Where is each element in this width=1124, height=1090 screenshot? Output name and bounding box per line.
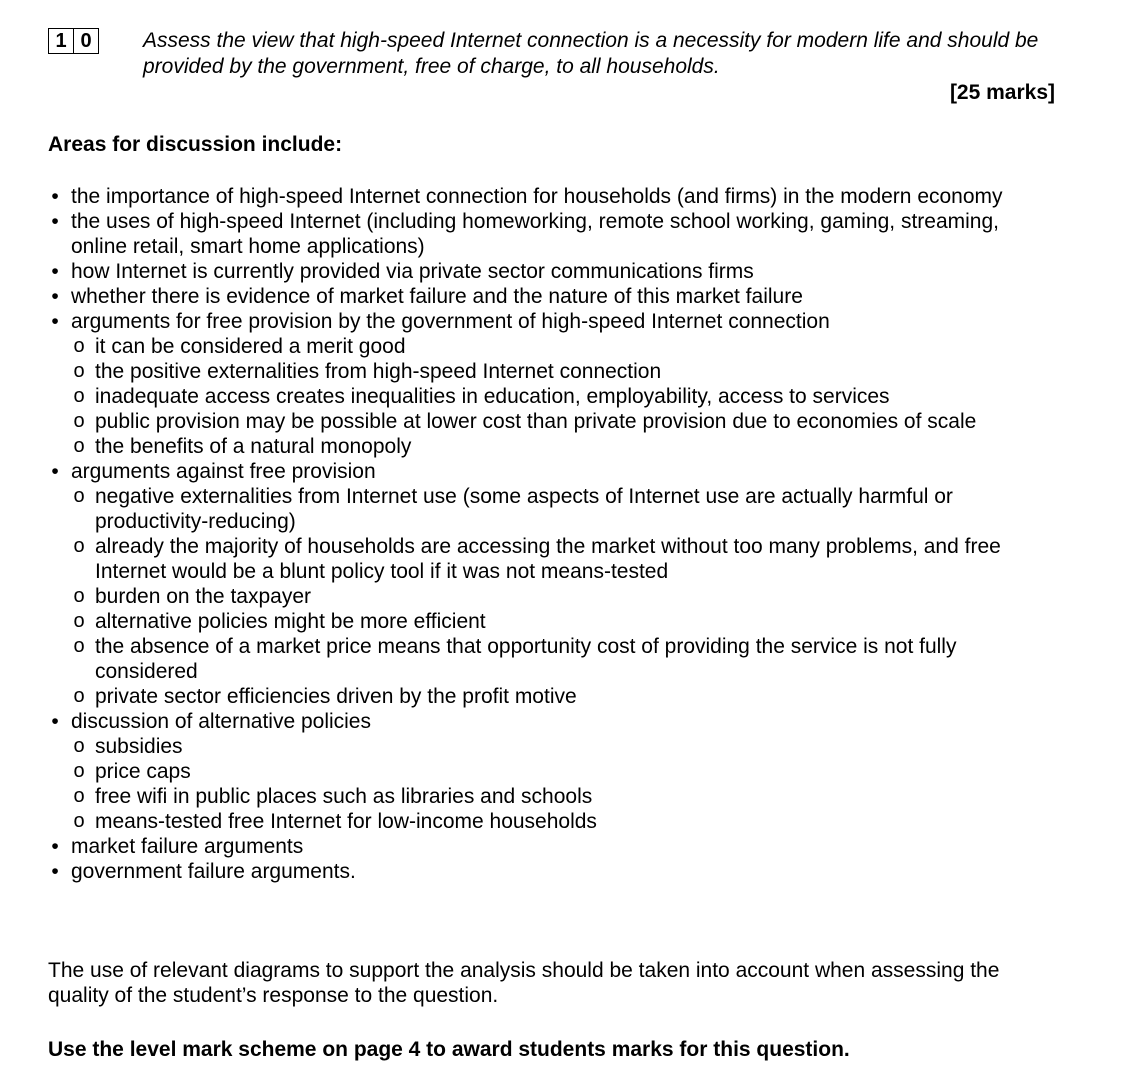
list-item-text: government failure arguments. xyxy=(71,860,356,883)
list-item-text: private sector efficiencies driven by the profit motive xyxy=(95,685,577,708)
list-item-text: negative externalities from Internet use (some aspects of Internet use are actually harmful or productivity-reducing) xyxy=(95,485,953,533)
diagram-note: The use of relevant diagrams to support the analysis should be taken into account when assessing the quality of the student’s response to the question. xyxy=(48,959,1000,1007)
list-item-text: inadequate access creates inequalities in education, employability, access to services xyxy=(95,385,890,408)
sub-list-item xyxy=(72,409,1058,434)
list-item-text: the importance of high-speed Internet connection for households (and firms) in the modern economy xyxy=(71,185,1003,208)
bullet-icon: • xyxy=(51,860,59,883)
list-item-text: market failure arguments xyxy=(71,835,304,858)
list-item-text: already the majority of households are accessing the market without too many problems, and free Internet would be a blunt policy tool if it was not means-tested xyxy=(95,535,1001,583)
circle-bullet-icon: o xyxy=(73,435,85,457)
list-item-text: it can be considered a merit good xyxy=(95,335,406,358)
circle-bullet-icon: o xyxy=(73,760,85,782)
list-item xyxy=(48,284,1058,309)
list-item-text: the uses of high-speed Internet (including homeworking, remote school working, gaming, streaming, online retail, smart home applications) xyxy=(71,210,999,258)
bullet-icon: • xyxy=(51,710,59,733)
circle-bullet-icon: o xyxy=(73,335,85,357)
list-item-text: subsidies xyxy=(95,735,183,758)
sub-list-item xyxy=(72,534,1058,584)
sub-list-item xyxy=(72,784,1058,809)
sub-list-item xyxy=(72,609,1058,634)
question-text: Assess the view that high-speed Internet connection is a necessity for modern life and should be provided by the government, free of charge, to all households. xyxy=(143,29,1039,78)
list-item-text: arguments for free provision by the government of high-speed Internet connection xyxy=(71,310,830,333)
sub-list-item xyxy=(72,384,1058,409)
list-item-text: free wifi in public places such as libraries and schools xyxy=(95,785,593,808)
circle-bullet-icon: o xyxy=(73,810,85,832)
list-item-text: public provision may be possible at lower cost than private provision due to economies of scale xyxy=(95,410,977,433)
circle-bullet-icon: o xyxy=(73,585,85,607)
list-item xyxy=(48,259,1058,284)
bullet-icon: • xyxy=(51,260,59,283)
sub-list-item xyxy=(72,634,1058,684)
bullet-icon: • xyxy=(51,285,59,308)
list-item-text: arguments against free provision xyxy=(71,460,376,483)
list-item xyxy=(48,859,1058,884)
bullet-icon: • xyxy=(51,460,59,483)
circle-bullet-icon: o xyxy=(73,735,85,757)
list-item xyxy=(48,309,1058,334)
list-item-text: discussion of alternative policies xyxy=(71,710,371,733)
list-item-text: the benefits of a natural monopoly xyxy=(95,435,412,458)
list-item xyxy=(48,209,1058,259)
question-number-digit: 0 xyxy=(73,29,98,53)
list-item xyxy=(48,709,1058,734)
circle-bullet-icon: o xyxy=(73,535,85,557)
list-item-text: burden on the taxpayer xyxy=(95,585,311,608)
list-item xyxy=(48,184,1058,209)
sub-list-item xyxy=(72,734,1058,759)
circle-bullet-icon: o xyxy=(73,385,85,407)
question-number-digit: 1 xyxy=(55,30,67,52)
sub-list-item xyxy=(72,759,1058,784)
sub-list-item xyxy=(72,484,1058,534)
discussion-points-list xyxy=(48,184,1058,884)
list-item-text: alternative policies might be more efficient xyxy=(95,610,486,633)
circle-bullet-icon: o xyxy=(73,785,85,807)
bullet-icon: • xyxy=(51,310,59,333)
list-item-text: means-tested free Internet for low-income households xyxy=(95,810,597,833)
sub-list-item xyxy=(72,584,1058,609)
question-marks: [25 marks] xyxy=(949,81,1055,104)
section-heading: Areas for discussion include: xyxy=(48,133,343,156)
sub-list-item xyxy=(72,809,1058,834)
circle-bullet-icon: o xyxy=(73,610,85,632)
circle-bullet-icon: o xyxy=(73,485,85,507)
circle-bullet-icon: o xyxy=(73,635,85,657)
circle-bullet-icon: o xyxy=(73,685,85,707)
mark-scheme-instruction: Use the level mark scheme on page 4 to award students marks for this question. xyxy=(48,1038,850,1061)
list-item-text: the positive externalities from high-speed Internet connection xyxy=(95,360,662,383)
sub-list-item xyxy=(72,359,1058,384)
list-item-text: price caps xyxy=(95,760,191,783)
list-item xyxy=(48,834,1058,859)
list-item-text: how Internet is currently provided via private sector communications firms xyxy=(71,260,754,283)
bullet-icon: • xyxy=(51,835,59,858)
list-item-text: the absence of a market price means that opportunity cost of providing the service is not fully considered xyxy=(95,635,957,683)
list-item-text: whether there is evidence of market failure and the nature of this market failure xyxy=(71,285,803,308)
sub-list-item xyxy=(72,334,1058,359)
circle-bullet-icon: o xyxy=(73,410,85,432)
list-item xyxy=(48,459,1058,484)
bullet-icon: • xyxy=(51,185,59,208)
bullet-icon: • xyxy=(51,210,59,233)
sub-list-item xyxy=(72,684,1058,709)
sub-list-item xyxy=(72,434,1058,459)
circle-bullet-icon: o xyxy=(73,360,85,382)
question-number-box xyxy=(48,28,99,54)
